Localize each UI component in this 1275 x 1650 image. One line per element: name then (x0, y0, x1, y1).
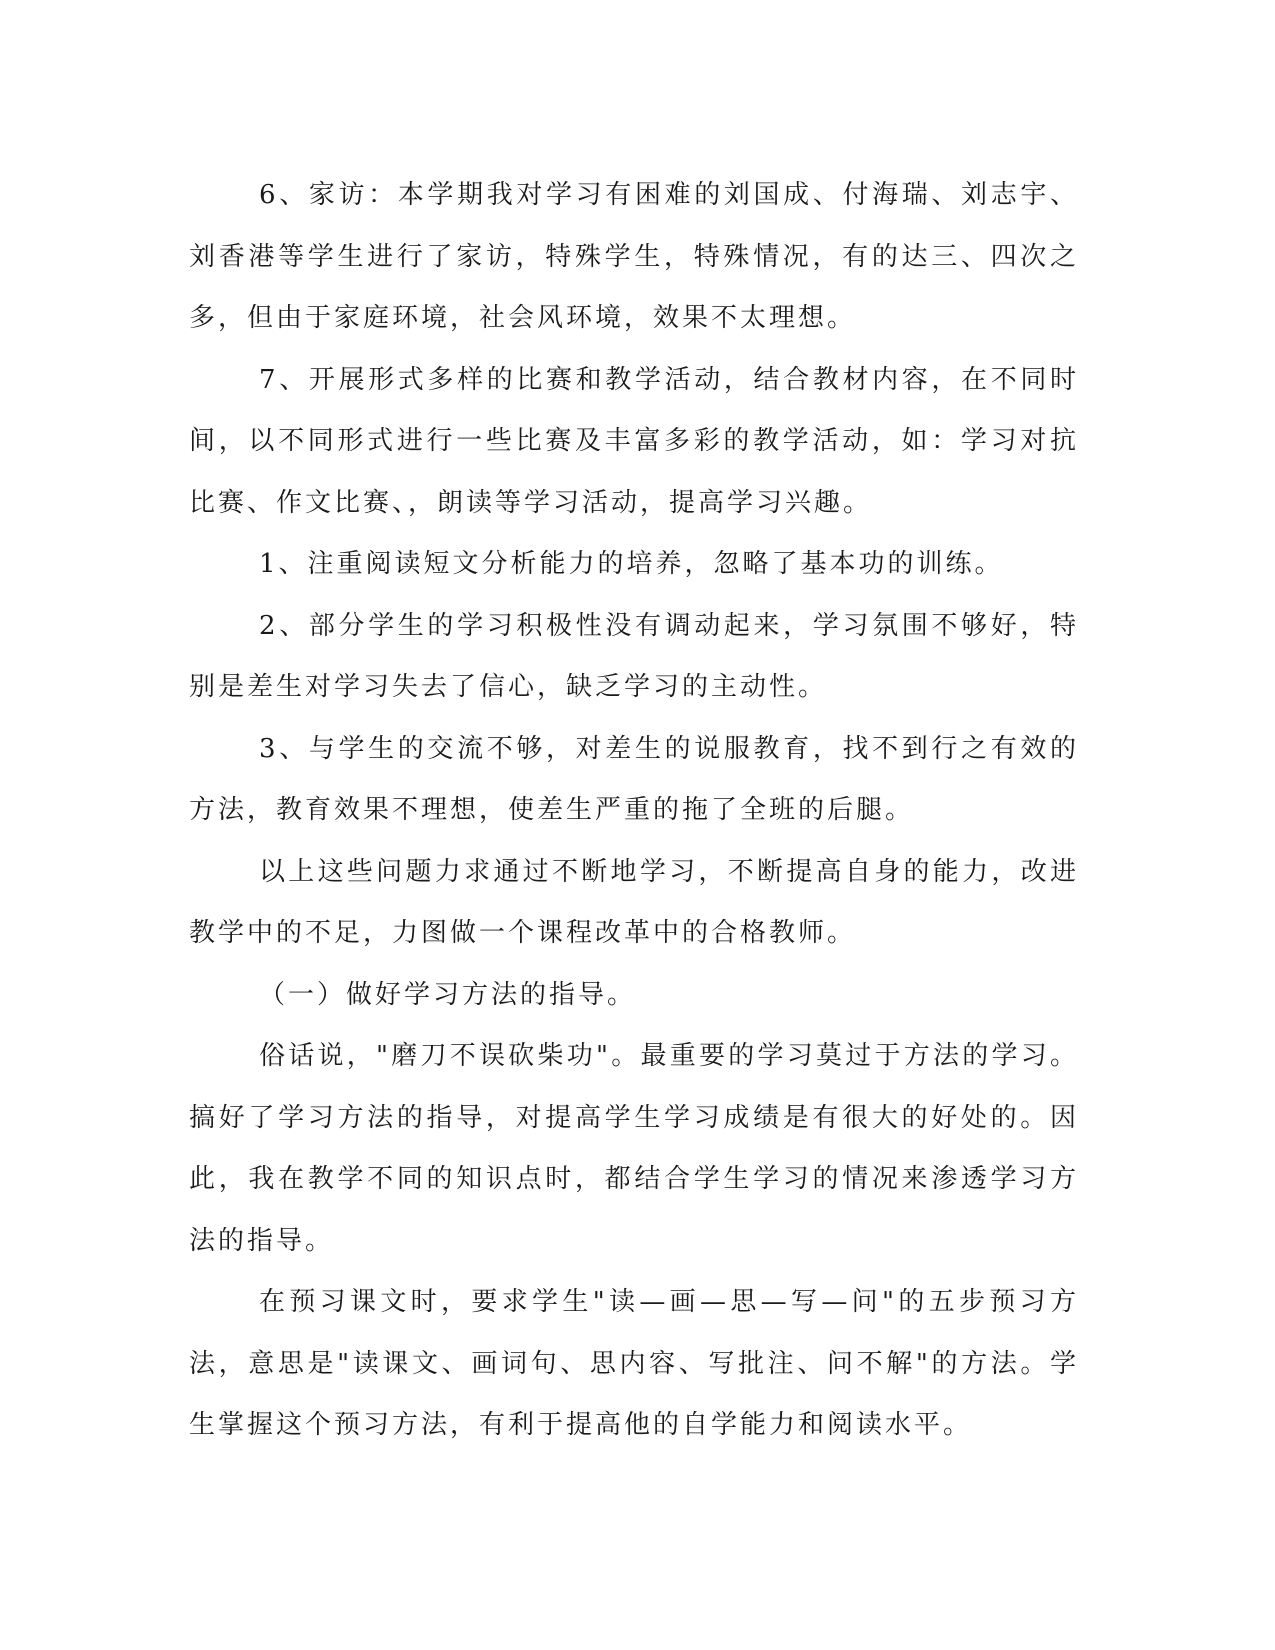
section-heading-study-methods: （一）做好学习方法的指导。 (259, 979, 637, 1010)
paragraph-improvement: 以上这些问题力求通过不断地学习，不断提高自身的能力，改进教学中的不足，力图做一个课程改革中的合格教师。 (189, 856, 1079, 948)
document-body (189, 165, 1079, 1457)
paragraph-proverb: 俗话说，"磨刀不误砍柴功"。最重要的学习莫过于方法的学习。搞好了学习方法的指导，对提高学生学习成绩是有很大的好处的。因此，我在教学不同的知识点时，都结合学生学习的情况来渗透学习方法的指导。 (189, 1041, 1079, 1256)
paragraph-problem-1: 1、注重阅读短文分析能力的培养，忽略了基本功的训练。 (259, 549, 1004, 579)
paragraph-competitions: 7、开展形式多样的比赛和教学活动，结合教材内容，在不同时间，以不同形式进行一些比赛及丰富多彩的教学活动，如：学习对抗比赛、作文比赛、，朗读等学习活动，提高学习兴趣。 (189, 364, 1079, 518)
paragraph-preview-method: 在预习课文时，要求学生"读—画—思—写—问"的五步预习方法，意思是"读课文、画词句、思内容、写批注、问不解"的方法。学生掌握这个预习方法，有利于提高他的自学能力和阅读水平。 (189, 1287, 1079, 1440)
paragraph-home-visits: 6、家访：本学期我对学习有困难的刘国成、付海瑞、刘志宇、刘香港等学生进行了家访，特殊学生，特殊情况，有的达三、四次之多，但由于家庭环境，社会风环境，效果不太理想。 (189, 180, 1079, 333)
paragraph-problem-3: 3、与学生的交流不够，对差生的说服教育，找不到行之有效的方法，教育效果不理想，使差生严重的拖了全班的后腿。 (189, 733, 1079, 825)
paragraph-problem-2: 2、部分学生的学习积极性没有调动起来，学习氛围不够好，特别是差生对学习失去了信心，缺乏学习的主动性。 (189, 610, 1079, 702)
